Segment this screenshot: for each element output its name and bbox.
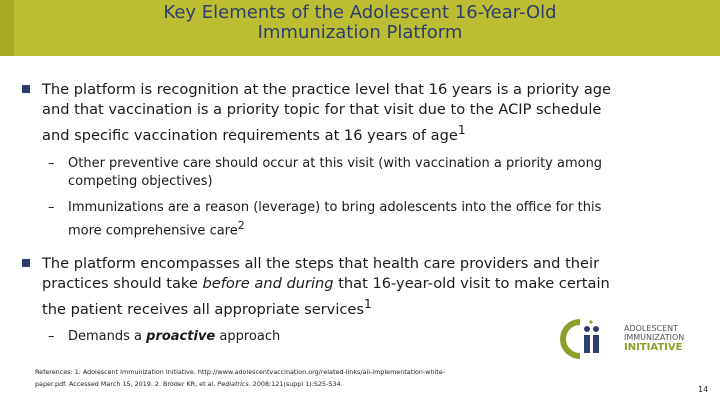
- bullet-2-line-3: [42, 294, 700, 320]
- bullet-1-line-3-text: and specific vaccination requirements at 16 years of age: [42, 126, 458, 144]
- bullet-1-line-1: The platform is recognition at the practice level that 16 years is a priority age: [42, 81, 612, 98]
- references-journal: Pediatrics: [217, 380, 249, 388]
- bullet-2-line-1: The platform encompasses all the steps that health care providers and their: [42, 255, 600, 273]
- bullet-list: [20, 80, 700, 346]
- sub-bullet-2: [20, 199, 700, 240]
- adolescent-immunization-initiative-logo: [560, 318, 710, 364]
- sub-bullet-2-line-2: [68, 217, 700, 240]
- logo-line-2: IMMUNIZATION: [624, 333, 685, 342]
- logo-line-3: INITIATIVE: [624, 342, 683, 353]
- sub-bullet-2-line-2-text: more comprehensive care: [68, 223, 238, 239]
- footnote-ref-1b: 1: [363, 297, 372, 312]
- slide-title: [0, 3, 720, 43]
- sub-bullet-2-line-1: Immunizations are a reason (leverage) to bring adolescents into the office for this: [68, 199, 602, 215]
- footnote-ref-1: 1: [457, 123, 466, 137]
- bullet-2-line-2-pre: practices should take: [42, 275, 203, 293]
- bullet-1: [20, 80, 700, 146]
- references-line-1: References: 1. Adolescent Immunization Initiative. http://www.adolescentvaccination.org/related-links/aii-implementation-white-: [35, 368, 446, 376]
- references-line-2: [35, 378, 595, 390]
- dash-marker: –: [48, 329, 55, 345]
- slide-number: 14: [698, 385, 709, 394]
- references-line-2-post: . 2008;121(suppl 1):S25-S34.: [248, 380, 343, 388]
- logo-line-1: ADOLESCENT: [624, 324, 679, 333]
- bullet-2-emphasis: before and during: [202, 275, 334, 293]
- dash-marker: –: [48, 155, 55, 171]
- footnote-ref-2: 2: [237, 218, 245, 232]
- sub-bullet-3-emphasis: proactive: [146, 329, 216, 345]
- sub-bullet-1-line-2: competing objectives): [68, 173, 213, 189]
- dash-marker: –: [48, 199, 55, 215]
- references: [35, 366, 595, 390]
- bullet-2-line-2-post: that 16-year-old visit to make certain: [333, 275, 610, 293]
- logo-wordmark: [624, 324, 684, 354]
- aii-logo-icon: [560, 318, 618, 360]
- bullet-1-line-2: and that vaccination is a priority topic for that visit due to the ACIP schedule: [42, 101, 602, 118]
- bullet-1-line-3: [42, 120, 700, 146]
- bullet-square-icon: [22, 259, 30, 267]
- sub-bullet-1: [20, 155, 700, 191]
- title-line-1: Key Elements of the Adolescent 16-Year-Old: [163, 2, 557, 23]
- bullet-2-line-3-text: the patient receives all appropriate services: [42, 301, 364, 319]
- references-line-2-pre: paper.pdf. Accessed March 15, 2019. 2. Broder KR, et al.: [35, 380, 218, 388]
- bullet-square-icon: [22, 85, 30, 93]
- sub-bullet-3-pre: Demands a: [68, 329, 147, 345]
- bullet-2: [20, 254, 700, 320]
- bullet-2-line-2: [42, 274, 700, 294]
- sub-bullet-1-line-1: Other preventive care should occur at this visit (with vaccination a priority among: [68, 155, 603, 171]
- title-line-2: Immunization Platform: [257, 22, 463, 43]
- sub-bullet-3-post: approach: [215, 329, 281, 345]
